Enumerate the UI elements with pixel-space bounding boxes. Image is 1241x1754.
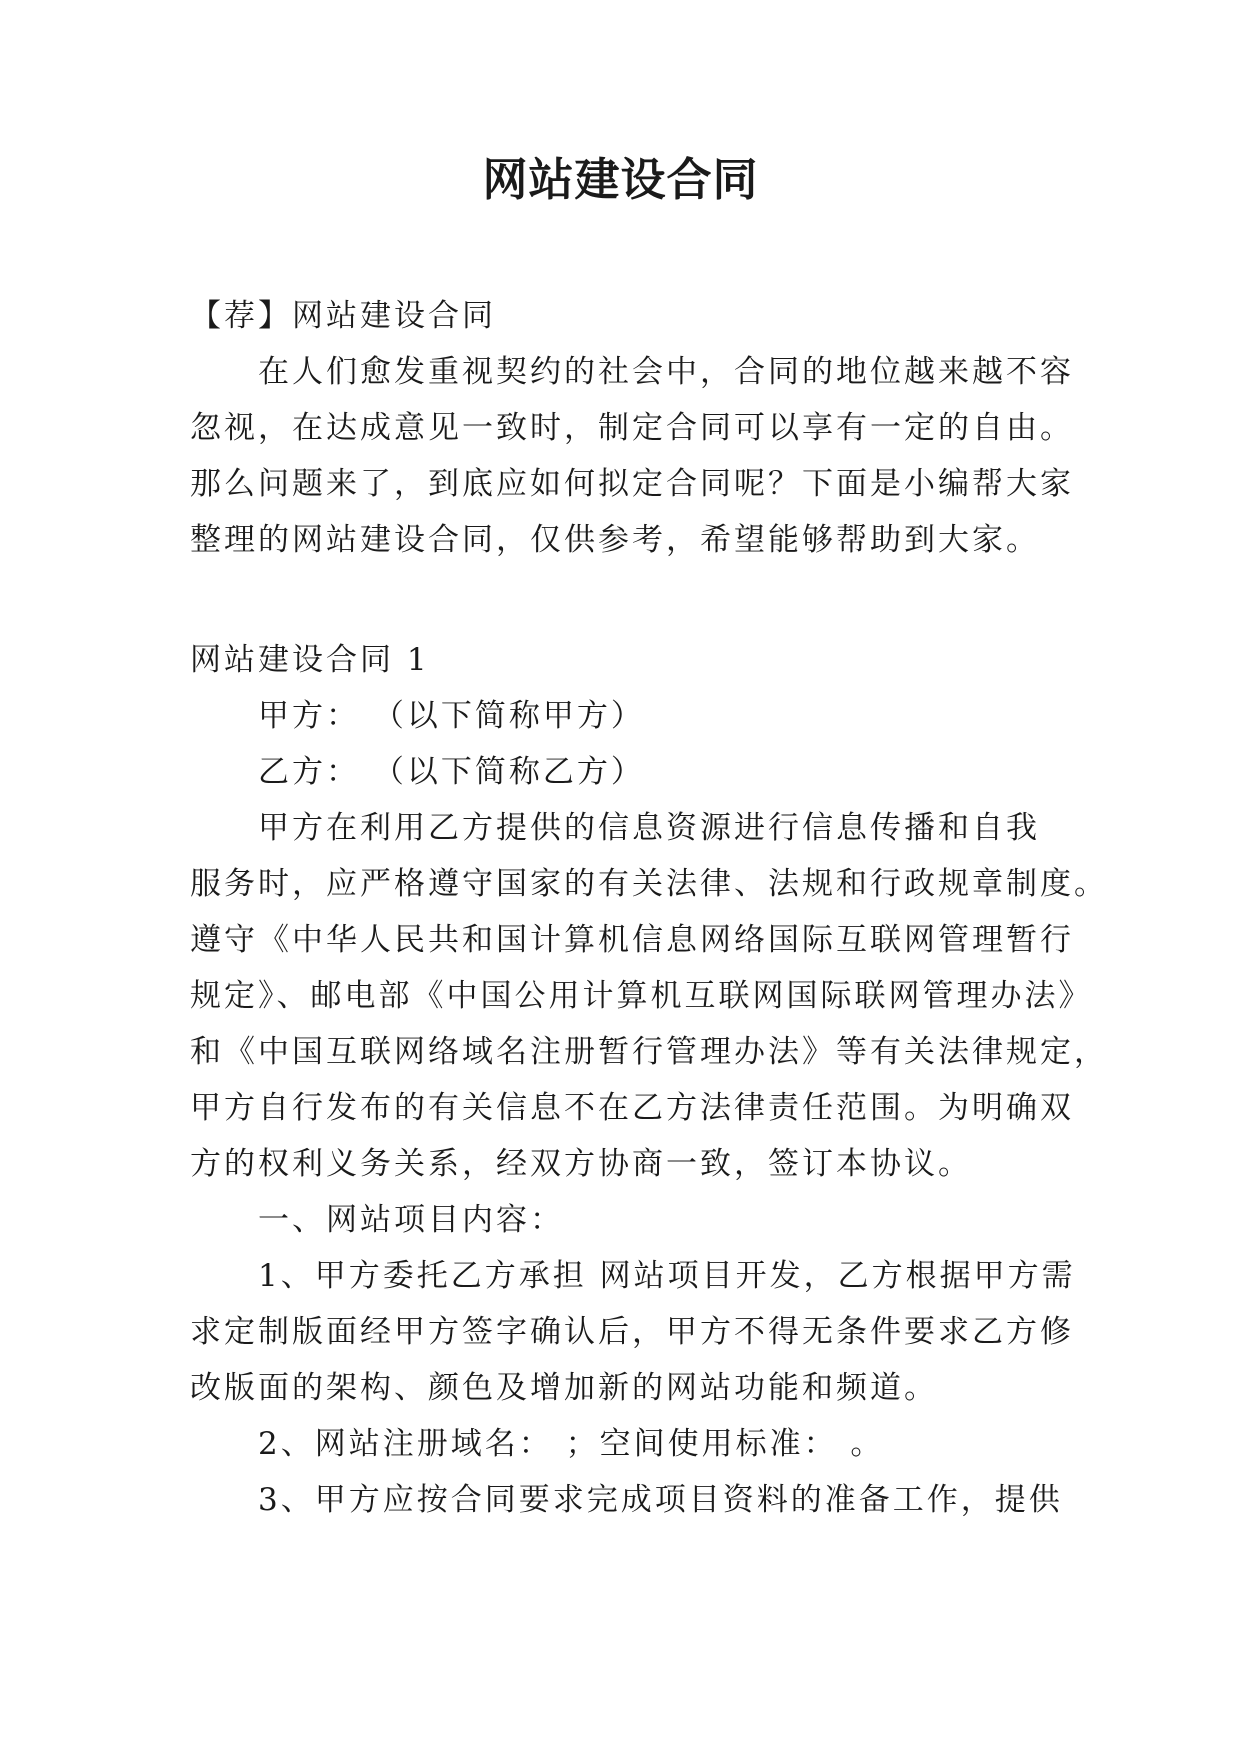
party-b-line: 乙方： （以下简称乙方）	[258, 754, 645, 790]
recommend-heading: 【荐】网站建设合同	[190, 298, 496, 334]
clause-line: 改版面的架构、颜色及增加新的网站功能和频道。	[190, 1370, 938, 1406]
clause-line: 求定制版面经甲方签字确认后，甲方不得无条件要求乙方修	[190, 1314, 1074, 1350]
paragraph-line: 方的权利义务关系，经双方协商一致，签订本协议。	[190, 1146, 972, 1182]
paragraph-line: 和《中国互联网络域名注册暂行管理办法》等有关法律规定，	[190, 1034, 1108, 1070]
paragraph-line: 整理的网站建设合同，仅供参考，希望能够帮助到大家。	[190, 522, 1040, 558]
paragraph-line: 规定》、邮电部《中国公用计算机互联网国际联网管理办法》	[190, 978, 1093, 1014]
paragraph-line: 服务时，应严格遵守国家的有关法律、法规和行政规章制度。	[190, 866, 1108, 902]
document-title: 网站建设合同	[482, 153, 759, 206]
section-heading: 网站建设合同 1	[190, 642, 430, 678]
paragraph-line: 甲方在利用乙方提供的信息资源进行信息传播和自我	[258, 810, 1040, 846]
clause-line: 1、甲方委托乙方承担 网站项目开发，乙方根据甲方需	[258, 1258, 1076, 1294]
paragraph-line: 遵守《中华人民共和国计算机信息网络国际互联网管理暂行	[190, 922, 1074, 958]
clause-line: 2、网站注册域名： ；空间使用标准： 。	[258, 1426, 885, 1462]
paragraph-line: 那么问题来了，到底应如何拟定合同呢？下面是小编帮大家	[190, 466, 1074, 502]
paragraph-line: 忽视，在达成意见一致时，制定合同可以享有一定的自由。	[190, 410, 1074, 446]
party-a-line: 甲方： （以下简称甲方）	[258, 698, 645, 734]
clause-heading: 一、网站项目内容：	[258, 1202, 564, 1238]
clause-line: 3、甲方应按合同要求完成项目资料的准备工作，提供	[258, 1482, 1063, 1518]
paragraph-line: 甲方自行发布的有关信息不在乙方法律责任范围。为明确双	[190, 1090, 1074, 1126]
paragraph-line: 在人们愈发重视契约的社会中，合同的地位越来越不容	[258, 354, 1074, 390]
